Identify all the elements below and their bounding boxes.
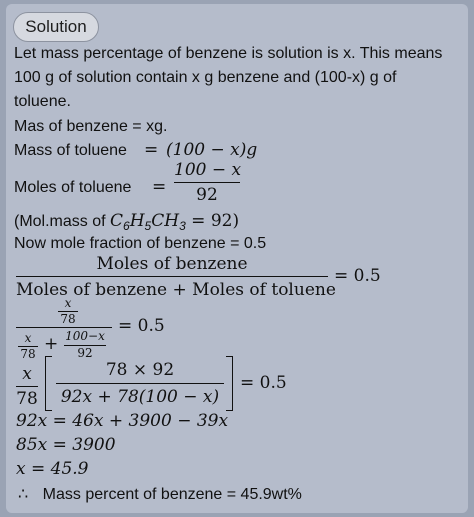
intro-line-1: Let mass percentage of benzene is solution is x. This means: [14, 45, 443, 62]
mass-toluene-equals: =: [144, 140, 159, 160]
molmass-line: [14, 211, 239, 236]
eq3-lead-num: x: [22, 364, 32, 384]
molmass-suffix: = 92): [185, 211, 240, 231]
moles-toluene-numerator: 100 − x: [174, 160, 242, 180]
eq4: 92x = 46x + 3900 − 39x: [16, 411, 229, 431]
eq3-inner-den: 92x + 78(100 − x): [60, 387, 220, 407]
eq2-b2-den: 92: [77, 346, 93, 360]
mass-benzene-line: Mas of benzene = xg.: [14, 118, 168, 135]
eq2-b1-num: x: [24, 331, 32, 345]
eq2-main-bar: [16, 327, 112, 328]
formula-c-sub: 6: [123, 219, 130, 233]
formula-ch3-sub: 3: [179, 219, 186, 233]
formula-h-sub: 5: [144, 219, 152, 233]
formula-h: H: [129, 211, 145, 231]
eq3-lead-bar: [16, 386, 38, 387]
eq2-b1-den: 78: [20, 347, 36, 361]
eq1-numerator: Moles of benzene: [96, 254, 248, 274]
eq2-rhs: = 0.5: [118, 316, 165, 336]
eq3-rhs: = 0.5: [240, 373, 287, 393]
conclusion-line: [18, 485, 302, 505]
formula-c: C: [110, 211, 124, 231]
formula-ch: CH: [151, 211, 180, 231]
eq5: 85x = 3900: [16, 435, 116, 455]
eq2-b2-num: 100−x: [65, 329, 105, 343]
intro-line-2: 100 g of solution contain x g benzene and (100-x) g of: [14, 69, 397, 86]
moles-toluene-denominator: 92: [196, 185, 218, 205]
eq1-denominator: Moles of benzene + Moles of toluene: [16, 280, 336, 300]
moles-toluene-equals: =: [152, 177, 167, 197]
eq6: x = 45.9: [16, 459, 89, 479]
intro-line-3: toluene.: [14, 93, 71, 110]
mole-fraction-line: Now mole fraction of benzene = 0.5: [14, 235, 267, 252]
eq3-inner-num: 78 × 92: [105, 360, 175, 380]
mass-toluene-label: Mass of toluene: [14, 142, 127, 159]
solution-card: [6, 4, 468, 513]
eq3-left-bracket: [45, 356, 52, 411]
moles-toluene-fraction-bar: [174, 182, 240, 183]
eq2-plus: +: [44, 334, 59, 354]
eq2-top-den: 78: [60, 312, 76, 326]
eq1-fraction-bar: [16, 276, 328, 277]
solution-badge: Solution: [13, 12, 99, 42]
eq3-inner-bar: [56, 383, 224, 384]
eq2-top-num: x: [64, 296, 72, 310]
moles-toluene-label: Moles of toluene: [14, 179, 132, 196]
therefore-symbol: ∴: [18, 486, 29, 503]
eq1-rhs: = 0.5: [334, 266, 381, 286]
eq3-right-bracket: [226, 356, 233, 411]
mass-toluene-expr: (100 − x)g: [166, 140, 258, 160]
eq3-lead-den: 78: [16, 389, 38, 409]
conclusion-text: Mass percent of benzene = 45.9wt%: [42, 486, 302, 503]
molmass-prefix: (Mol.mass of: [14, 213, 111, 230]
